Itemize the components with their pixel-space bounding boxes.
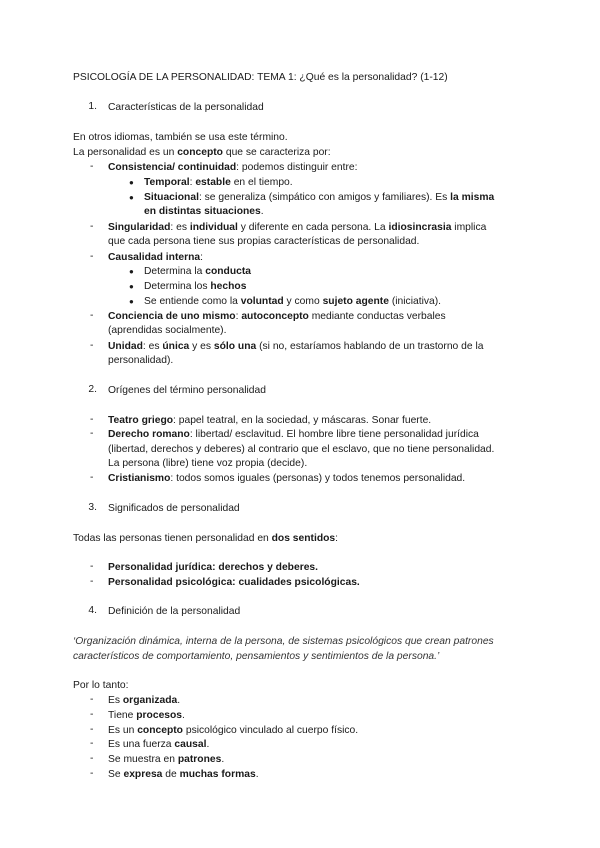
bullet-dot: ● bbox=[129, 267, 134, 276]
paragraph: Por lo tanto: bbox=[73, 680, 129, 691]
bullet-dash: - bbox=[90, 753, 94, 764]
bullet-dash: - bbox=[90, 221, 94, 232]
list-item-continued: (aprendidas socialmente). bbox=[108, 325, 227, 336]
list-item: Determina la conducta bbox=[144, 266, 252, 277]
list-item-continued: (libertad, derechos y deberes) al contrario que el esclavo, que no tiene personalidad. bbox=[108, 444, 495, 455]
paragraph: Todas las personas tienen personalidad en dos sentidos: bbox=[73, 533, 339, 544]
section-3-number: 3. bbox=[88, 502, 97, 513]
list-item: Conciencia de uno mismo: autoconcepto mediante conductas verbales bbox=[108, 311, 446, 322]
section-3-heading: Significados de personalidad bbox=[108, 503, 240, 514]
list-item: Derecho romano: libertad/ esclavitud. El hombre libre tiene personalidad jurídica bbox=[108, 429, 479, 440]
list-item: Singularidad: es individual y diferente en cada persona. La idiosincrasia implica bbox=[108, 222, 487, 233]
bullet-dash: - bbox=[90, 576, 94, 587]
list-item: Teatro griego: papel teatral, en la sociedad, y máscaras. Sonar fuerte. bbox=[108, 415, 432, 426]
list-item-continued: La persona (libre) tiene voz propia (decide). bbox=[108, 458, 308, 469]
list-item-continued: en distintas situaciones. bbox=[144, 206, 264, 217]
bullet-dash: - bbox=[90, 340, 94, 351]
bullet-dash: - bbox=[90, 414, 94, 425]
list-item-continued: personalidad). bbox=[108, 355, 174, 366]
list-item: Situacional: se generaliza (simpático con amigos y familiares). Es la misma bbox=[144, 192, 495, 203]
list-item: Es una fuerza causal. bbox=[108, 739, 210, 750]
bullet-dash: - bbox=[90, 161, 94, 172]
section-1-number: 1. bbox=[88, 101, 97, 112]
bullet-dash: - bbox=[90, 768, 94, 779]
bullet-dash: - bbox=[90, 709, 94, 720]
paragraph: En otros idiomas, también se usa este término. bbox=[73, 132, 288, 143]
list-item: Tiene procesos. bbox=[108, 710, 185, 721]
bullet-dot: ● bbox=[129, 297, 134, 306]
list-item: Es un concepto psicológico vinculado al cuerpo físico. bbox=[108, 725, 359, 736]
list-item: Causalidad interna: bbox=[108, 252, 203, 263]
section-4-number: 4. bbox=[88, 605, 97, 616]
list-item: Se expresa de muchas formas. bbox=[108, 769, 259, 780]
list-item: Se muestra en patrones. bbox=[108, 754, 225, 765]
bullet-dash: - bbox=[90, 694, 94, 705]
bullet-dot: ● bbox=[129, 282, 134, 291]
bullet-dash: - bbox=[90, 561, 94, 572]
page-title: PSICOLOGÍA DE LA PERSONALIDAD: TEMA 1: ¿Qué es la personalidad? (1-12) bbox=[73, 72, 448, 83]
list-item: Consistencia/ continuidad: podemos distinguir entre: bbox=[108, 162, 358, 173]
bullet-dash: - bbox=[90, 428, 94, 439]
list-item: Se entiende como la voluntad y como sujeto agente (iniciativa). bbox=[144, 296, 442, 307]
bullet-dot: ● bbox=[129, 193, 134, 202]
bullet-dash: - bbox=[90, 472, 94, 483]
bullet-dash: - bbox=[90, 724, 94, 735]
list-item: Es organizada. bbox=[108, 695, 181, 706]
list-item: Cristianismo: todos somos iguales (personas) y todos tenemos personalidad. bbox=[108, 473, 466, 484]
section-2-number: 2. bbox=[88, 384, 97, 395]
definition-quote-continued: característicos de comportamiento, pensamientos y sentimientos de la persona.’ bbox=[73, 651, 440, 662]
bullet-dot: ● bbox=[129, 178, 134, 187]
section-1-heading: Características de la personalidad bbox=[108, 102, 264, 113]
section-2-heading: Orígenes del término personalidad bbox=[108, 385, 266, 396]
paragraph: La personalidad es un concepto que se caracteriza por: bbox=[73, 147, 331, 158]
list-item: Personalidad psicológica: cualidades psicológicas. bbox=[108, 577, 360, 588]
list-item: Temporal: estable en el tiempo. bbox=[144, 177, 293, 188]
bullet-dash: - bbox=[90, 738, 94, 749]
bullet-dash: - bbox=[90, 310, 94, 321]
list-item: Determina los hechos bbox=[144, 281, 247, 292]
bullet-dash: - bbox=[90, 251, 94, 262]
list-item: Personalidad jurídica: derechos y deberes. bbox=[108, 562, 319, 573]
definition-quote: ‘Organización dinámica, interna de la persona, de sistemas psicológicos que crean patrones bbox=[73, 636, 494, 647]
list-item: Unidad: es única y es sólo una (si no, estaríamos hablando de un trastorno de la bbox=[108, 341, 484, 352]
section-4-heading: Definición de la personalidad bbox=[108, 606, 241, 617]
list-item-continued: que cada persona tiene sus propias características de personalidad. bbox=[108, 236, 420, 247]
